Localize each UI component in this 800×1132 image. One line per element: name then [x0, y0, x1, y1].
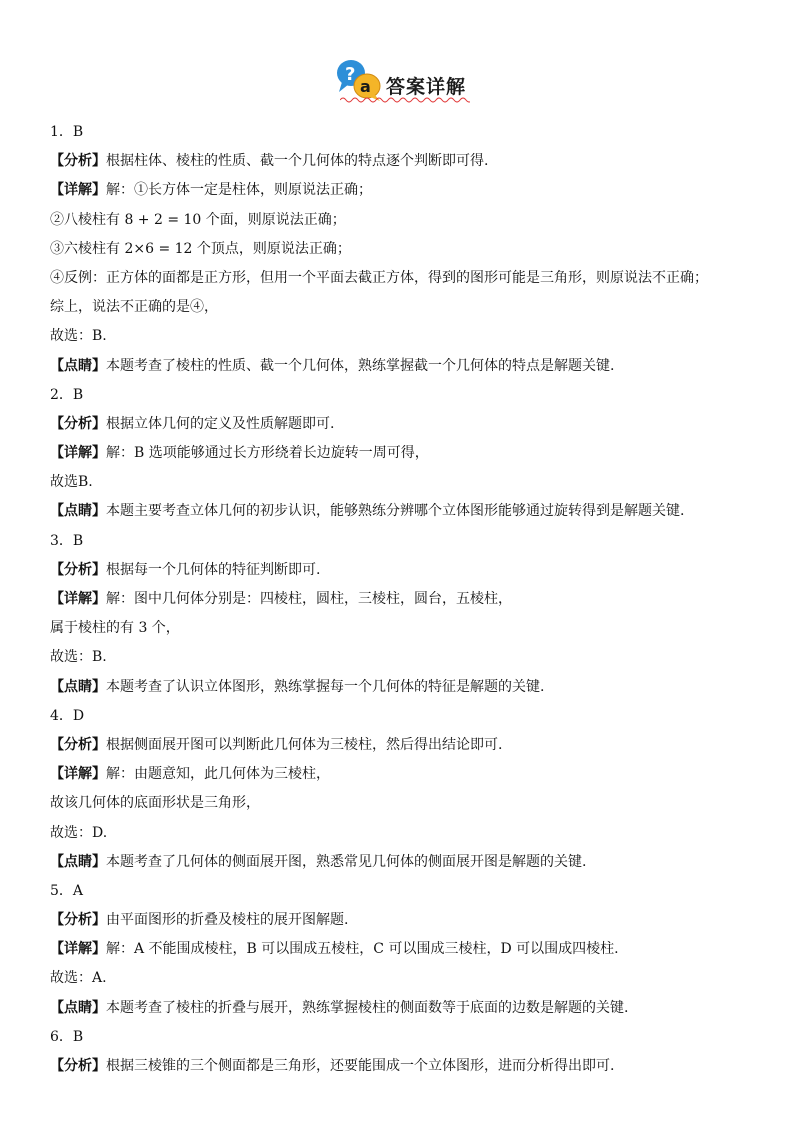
line-text: 解：A 不能围成棱柱，B 可以围成五棱柱，C 可以围成三棱柱，D 可以围成四棱柱. [106, 941, 619, 958]
line-text: ②八棱柱有 8 + 2 = 10 个面，则原说法正确； [50, 211, 346, 228]
answer-line [50, 614, 770, 643]
section-label: 【详解】 [50, 591, 106, 607]
line-text: 由平面图形的折叠及棱柱的展开图解题. [106, 912, 349, 929]
line-text: 1．B [50, 124, 84, 140]
line-text: 故选：B. [50, 649, 107, 666]
line-text: 根据侧面展开图可以判断此几何体为三棱柱，然后得出结论即可. [106, 736, 503, 753]
section-label: 【详解】 [50, 182, 106, 199]
page-title: 答案详解 [385, 75, 466, 98]
line-text: 解：①长方体一定是柱体，则原说法正确； [106, 182, 372, 199]
line-text: 3．B [50, 532, 84, 549]
section-label: 【详解】 [50, 766, 106, 783]
section-label: 【详解】 [50, 445, 106, 462]
answer-line [50, 118, 770, 147]
answer-line [50, 410, 770, 439]
line-text: 根据三棱锥的三个侧面都是三角形，还要能围成一个立体图形，进而分析得出即可. [106, 1058, 615, 1074]
section-label: 【分析】 [50, 561, 106, 578]
answer-line [50, 206, 770, 235]
line-text: 解：B 选项能够通过长方形绕着长边旋转一周可得， [106, 445, 429, 462]
answer-line [50, 556, 770, 585]
line-text: 解：图中几何体分别是：四棱柱，圆柱，三棱柱，圆台，五棱柱， [106, 591, 512, 607]
answer-line [50, 322, 770, 351]
answer-line [50, 877, 770, 906]
answer-line [50, 352, 770, 381]
section-label: 【点睛】 [50, 999, 106, 1016]
answer-line [50, 848, 770, 877]
section-label: 【点睛】 [50, 678, 106, 695]
line-text: 4．D [50, 707, 85, 724]
line-text: 6．B [50, 1028, 84, 1045]
answer-line [50, 147, 770, 176]
section-label: 【点睛】 [50, 503, 106, 520]
answer-line [50, 264, 770, 293]
line-text: 故选：D. [50, 824, 108, 841]
line-text: 本题考查了几何体的侧面展开图，熟悉常见几何体的侧面展开图是解题的关键. [106, 853, 587, 870]
line-text: 综上，说法不正确的是④， [50, 299, 218, 316]
answer-line [50, 497, 770, 526]
answer-line [50, 1023, 770, 1052]
section-label: 【分析】 [50, 153, 106, 170]
section-label: 【分析】 [50, 1058, 106, 1074]
answer-line [50, 702, 770, 731]
section-label: 【点睛】 [50, 853, 106, 870]
answer-line [50, 673, 770, 702]
section-label: 【分析】 [50, 736, 106, 753]
answer-line [50, 585, 770, 614]
answer-line [50, 468, 770, 497]
line-text: 故选：A. [50, 970, 107, 987]
answer-line [50, 527, 770, 556]
line-text: 属于棱柱的有 3 个， [50, 620, 180, 637]
answer-line [50, 643, 770, 672]
line-text: 本题考查了认识立体图形，熟练掌握每一个几何体的特征是解题的关键. [106, 678, 545, 695]
answer-line [50, 964, 770, 993]
section-label: 【点睛】 [50, 357, 106, 374]
answer-line [50, 439, 770, 468]
line-text: 故选：B. [50, 328, 107, 345]
answer-line [50, 381, 770, 410]
answer-line [50, 760, 770, 789]
line-text: 根据立体几何的定义及性质解题即可. [106, 415, 335, 432]
section-label: 【详解】 [50, 941, 106, 958]
answer-line [50, 235, 770, 264]
line-text: ③六棱柱有 2×6 = 12 个顶点，则原说法正确； [50, 240, 351, 257]
section-label: 【分析】 [50, 415, 106, 432]
section-label: 【分析】 [50, 912, 106, 929]
title-underline-decoration [340, 96, 470, 104]
answer-line [50, 935, 770, 964]
answer-line [50, 906, 770, 935]
logo-answer-glyph: a [359, 77, 371, 96]
line-text: 本题考查了棱柱的折叠与展开，熟练掌握棱柱的侧面数等于底面的边数是解题的关键. [106, 999, 629, 1016]
answer-line [50, 293, 770, 322]
line-text: 根据每一个几何体的特征判断即可. [106, 561, 321, 578]
answer-content [50, 118, 770, 1081]
line-text: 本题考查了棱柱的性质、截一个几何体，熟练掌握截一个几何体的特点是解题关键. [106, 357, 615, 374]
line-text: 故选B. [50, 474, 93, 491]
line-text: 故该几何体的底面形状是三角形， [50, 795, 260, 812]
line-text: 解：由题意知，此几何体为三棱柱， [106, 766, 330, 783]
line-text: 2．B [50, 386, 84, 403]
answer-line [50, 731, 770, 760]
answer-line [50, 789, 770, 818]
line-text: 根据柱体、棱柱的性质、截一个几何体的特点逐个判断即可得. [106, 153, 489, 170]
answer-line [50, 819, 770, 848]
answer-line [50, 1052, 770, 1081]
answer-line [50, 994, 770, 1023]
line-text: 5．A [50, 882, 84, 899]
line-text: ④反例：正方体的面都是正方形，但用一个平面去截正方体，得到的图形可能是三角形，则原说法不正确； [50, 269, 708, 286]
line-text: 本题主要考查立体几何的初步认识，能够熟练分辨哪个立体图形能够通过旋转得到是解题关键. [106, 503, 685, 520]
logo-question-glyph: ? [344, 64, 356, 85]
answer-line [50, 176, 770, 205]
